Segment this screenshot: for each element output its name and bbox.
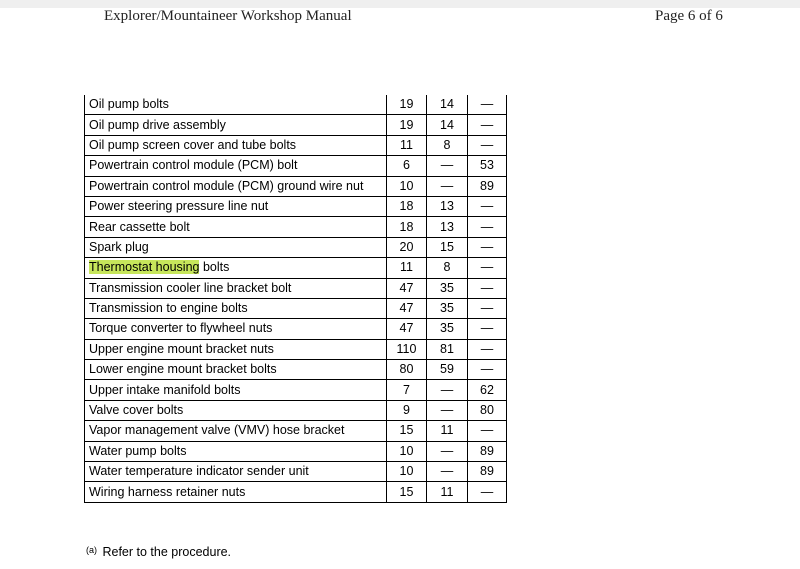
value-lbft: — [427, 441, 468, 461]
table-row [85, 380, 507, 400]
value-lbft: 35 [427, 319, 468, 339]
value-nm: 9 [387, 400, 427, 420]
item-description-rest: bolts [199, 260, 230, 275]
table-row [85, 339, 507, 359]
footnote-text: Refer to the procedure. [102, 545, 232, 559]
value-lbin: — [468, 298, 507, 318]
item-description [85, 258, 387, 278]
table-row [85, 462, 507, 482]
value-nm: 15 [387, 421, 427, 441]
value-nm: 18 [387, 217, 427, 237]
value-nm: 47 [387, 298, 427, 318]
value-lbin: 53 [468, 156, 507, 176]
value-lbft: 81 [427, 339, 468, 359]
value-nm: 19 [387, 115, 427, 135]
table-row [85, 176, 507, 196]
value-lbft: — [427, 400, 468, 420]
value-lbft: — [427, 156, 468, 176]
table-row [85, 156, 507, 176]
value-nm: 47 [387, 319, 427, 339]
item-description: Water temperature indicator sender unit [85, 462, 387, 482]
value-lbin: — [468, 482, 507, 502]
item-description: Transmission to engine bolts [85, 298, 387, 318]
item-description: Upper intake manifold bolts [85, 380, 387, 400]
item-description: Oil pump screen cover and tube bolts [85, 135, 387, 155]
value-nm: 10 [387, 176, 427, 196]
value-lbin: — [468, 360, 507, 380]
value-nm: 80 [387, 360, 427, 380]
item-description: Oil pump drive assembly [85, 115, 387, 135]
table-row [85, 482, 507, 502]
value-nm: 11 [387, 135, 427, 155]
value-nm: 6 [387, 156, 427, 176]
footnote-mark: (a) [86, 545, 97, 555]
value-lbft: 35 [427, 298, 468, 318]
value-lbft: 11 [427, 421, 468, 441]
value-lbin: — [468, 237, 507, 257]
value-lbin: 89 [468, 441, 507, 461]
table-row [85, 237, 507, 257]
item-description: Lower engine mount bracket bolts [85, 360, 387, 380]
table-row [85, 441, 507, 461]
value-nm: 47 [387, 278, 427, 298]
value-nm: 18 [387, 196, 427, 216]
value-lbin: — [468, 115, 507, 135]
value-lbin: 89 [468, 176, 507, 196]
table-row [85, 421, 507, 441]
value-lbft: 14 [427, 95, 468, 115]
value-lbin: — [468, 217, 507, 237]
item-description: Water pump bolts [85, 441, 387, 461]
item-description: Wiring harness retainer nuts [85, 482, 387, 502]
item-description: Oil pump bolts [85, 95, 387, 115]
top-bar [0, 0, 800, 8]
table-row [85, 360, 507, 380]
value-lbft: — [427, 176, 468, 196]
value-lbft: 35 [427, 278, 468, 298]
highlighted-text: Thermostat housing [89, 260, 200, 275]
table-row [85, 319, 507, 339]
value-nm: 7 [387, 380, 427, 400]
table-row [85, 217, 507, 237]
value-nm: 10 [387, 441, 427, 461]
item-description: Powertrain control module (PCM) ground wire nut [85, 176, 387, 196]
value-lbin: — [468, 339, 507, 359]
value-lbft: — [427, 380, 468, 400]
value-lbft: 11 [427, 482, 468, 502]
item-description: Vapor management valve (VMV) hose bracket [85, 421, 387, 441]
item-description: Upper engine mount bracket nuts [85, 339, 387, 359]
value-lbft: 8 [427, 135, 468, 155]
value-lbft: 14 [427, 115, 468, 135]
value-lbft: — [427, 462, 468, 482]
value-nm: 20 [387, 237, 427, 257]
value-nm: 10 [387, 462, 427, 482]
item-description: Torque converter to flywheel nuts [85, 319, 387, 339]
item-description: Rear cassette bolt [85, 217, 387, 237]
item-description: Valve cover bolts [85, 400, 387, 420]
value-lbin: 62 [468, 380, 507, 400]
value-lbin: 80 [468, 400, 507, 420]
item-description: Power steering pressure line nut [85, 196, 387, 216]
table-row [85, 115, 507, 135]
value-lbin: — [468, 196, 507, 216]
value-lbft: 13 [427, 217, 468, 237]
torque-spec-table [84, 95, 507, 503]
table-row-highlighted [85, 258, 507, 278]
value-lbin: — [468, 258, 507, 278]
value-lbft: 13 [427, 196, 468, 216]
value-lbft: 15 [427, 237, 468, 257]
item-description: Powertrain control module (PCM) bolt [85, 156, 387, 176]
value-lbin: — [468, 95, 507, 115]
value-lbin: — [468, 319, 507, 339]
footnote [86, 545, 231, 559]
value-lbft: 8 [427, 258, 468, 278]
table-row [85, 400, 507, 420]
table-row [85, 135, 507, 155]
value-lbin: — [468, 421, 507, 441]
value-nm: 19 [387, 95, 427, 115]
table-row [85, 196, 507, 216]
manual-title: Explorer/Mountaineer Workshop Manual [104, 8, 352, 24]
table-row [85, 298, 507, 318]
value-lbin: — [468, 278, 507, 298]
value-lbft: 59 [427, 360, 468, 380]
value-nm: 11 [387, 258, 427, 278]
item-description: Transmission cooler line bracket bolt [85, 278, 387, 298]
table-row [85, 278, 507, 298]
table-row [85, 95, 507, 115]
value-lbin: — [468, 135, 507, 155]
item-description: Spark plug [85, 237, 387, 257]
value-lbin: 89 [468, 462, 507, 482]
value-nm: 15 [387, 482, 427, 502]
page-indicator: Page 6 of 6 [655, 8, 723, 24]
value-nm: 110 [387, 339, 427, 359]
